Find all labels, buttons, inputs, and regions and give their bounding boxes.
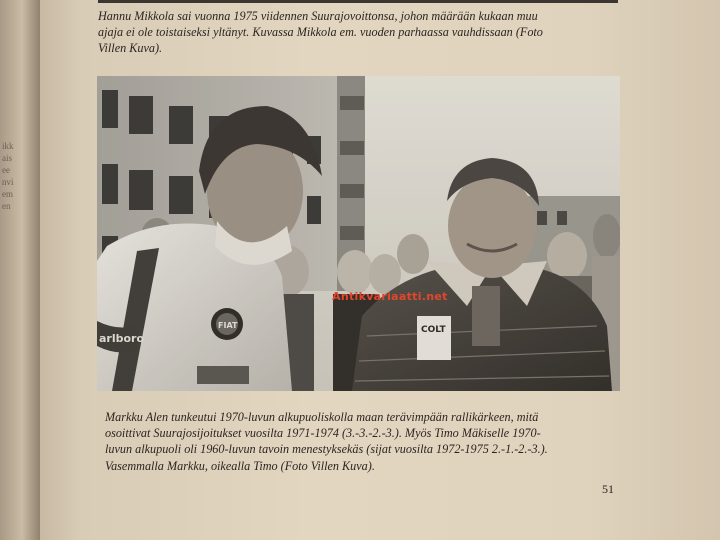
caption-top-line: Villen Kuva). bbox=[98, 41, 163, 56]
page-number: 51 bbox=[602, 482, 614, 496]
left-page-edge-text: ikkaiseenviemen bbox=[2, 141, 14, 211]
caption-top bbox=[98, 8, 543, 57]
caption-bottom-line: Vasemmalla Markku, oikealla Timo (Foto Villen Kuva). bbox=[105, 458, 375, 473]
caption-bottom bbox=[105, 409, 548, 474]
top-rule bbox=[98, 0, 618, 3]
caption-top-line: Hannu Mikkola sai vuonna 1975 viidennen Suurajovoittonsa, johon määrään kukaan muu bbox=[98, 9, 538, 23]
suit-patch-text: FIAT bbox=[218, 321, 238, 330]
badge-text: COLT bbox=[421, 325, 446, 335]
caption-bottom-line: luvun alkupuoli oli 1960-luvun tavoin menestyksekäs (sijat vuosilta 1972-1975 2.-1.-2.-3.). bbox=[105, 442, 548, 457]
sleeve-text: arlboro bbox=[99, 332, 145, 345]
watermark: Antikvariaatti.net bbox=[332, 290, 448, 303]
photograph bbox=[97, 76, 620, 391]
book-page bbox=[40, 0, 720, 540]
caption-top-line: ajaja ei ole toistaiseksi yltänyt. Kuvassa Mikkola em. vuoden parhaassa vauhdissaan (Foto bbox=[98, 25, 543, 40]
caption-bottom-line: osoittivat Suurajosijoitukset vuosilta 1971-1974 (3.-3.-2.-3.). Myös Timo Mäkiselle 1970- bbox=[105, 426, 541, 441]
left-page-edge bbox=[0, 0, 40, 540]
caption-bottom-line: Markku Alen tunkeutui 1970-luvun alkupuoliskolla maan terävimpään rallikärkeen, mitä bbox=[105, 410, 539, 424]
